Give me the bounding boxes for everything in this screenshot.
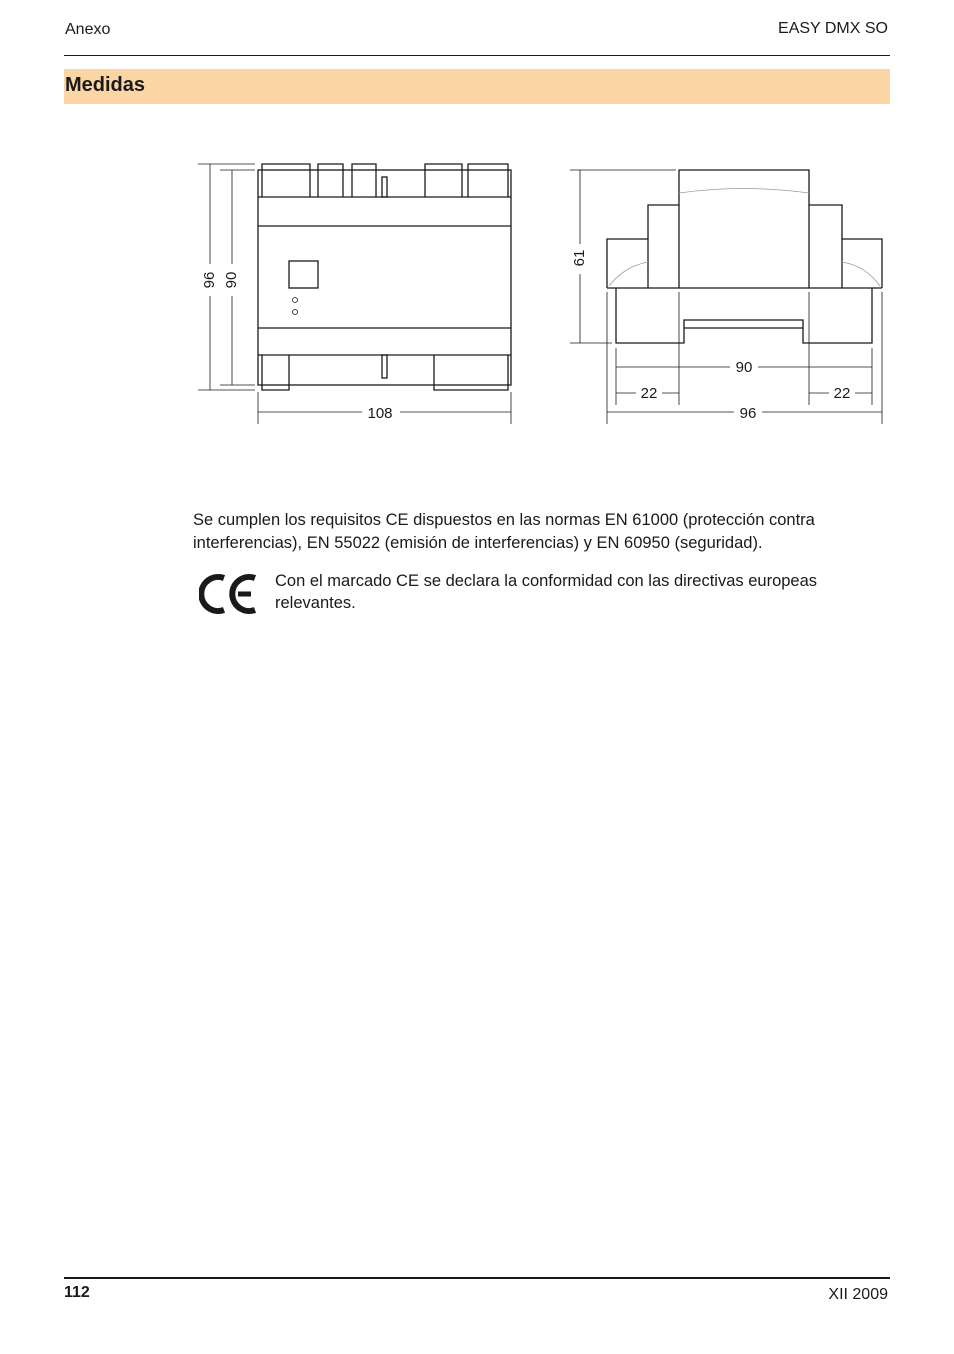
dimension-label-side-height: 61 <box>571 249 588 267</box>
ce-requirements-text: Se cumplen los requisitos CE dispuestos en las normas EN 61000 (protección contra interferencias), EN 55022 (emisión de interferencias) y EN 60950 (seguridad). <box>193 511 815 552</box>
section-title: Medidas <box>65 74 146 96</box>
dimension-label-front-width: 108 <box>367 405 393 422</box>
footer-date: XII 2009 <box>828 1286 888 1303</box>
header-product-name: EASY DMX SO <box>778 20 888 37</box>
footer-rule <box>64 1277 890 1279</box>
side-view-outline <box>607 170 882 343</box>
dimension-label-front-height-inner: 90 <box>223 271 240 289</box>
front-view-outline <box>258 164 511 390</box>
page-number: 112 <box>64 1284 90 1301</box>
ce-mark-icon <box>199 572 259 616</box>
dimension-label-side-right-offset: 22 <box>833 385 851 402</box>
dimension-label-side-left-offset: 22 <box>640 385 658 402</box>
dimension-drawing <box>190 150 890 430</box>
header-rule <box>64 55 890 56</box>
dimension-label-side-inner-width: 90 <box>735 359 753 376</box>
ce-declaration-text: Con el marcado CE se declara la conformidad con las directivas europeas relevantes. <box>275 572 818 612</box>
section-heading-bar <box>64 69 890 104</box>
header-section-label: Anexo <box>65 21 111 38</box>
dimension-label-side-total-width: 96 <box>739 405 757 422</box>
dimension-label-front-height-outer: 96 <box>201 271 218 289</box>
